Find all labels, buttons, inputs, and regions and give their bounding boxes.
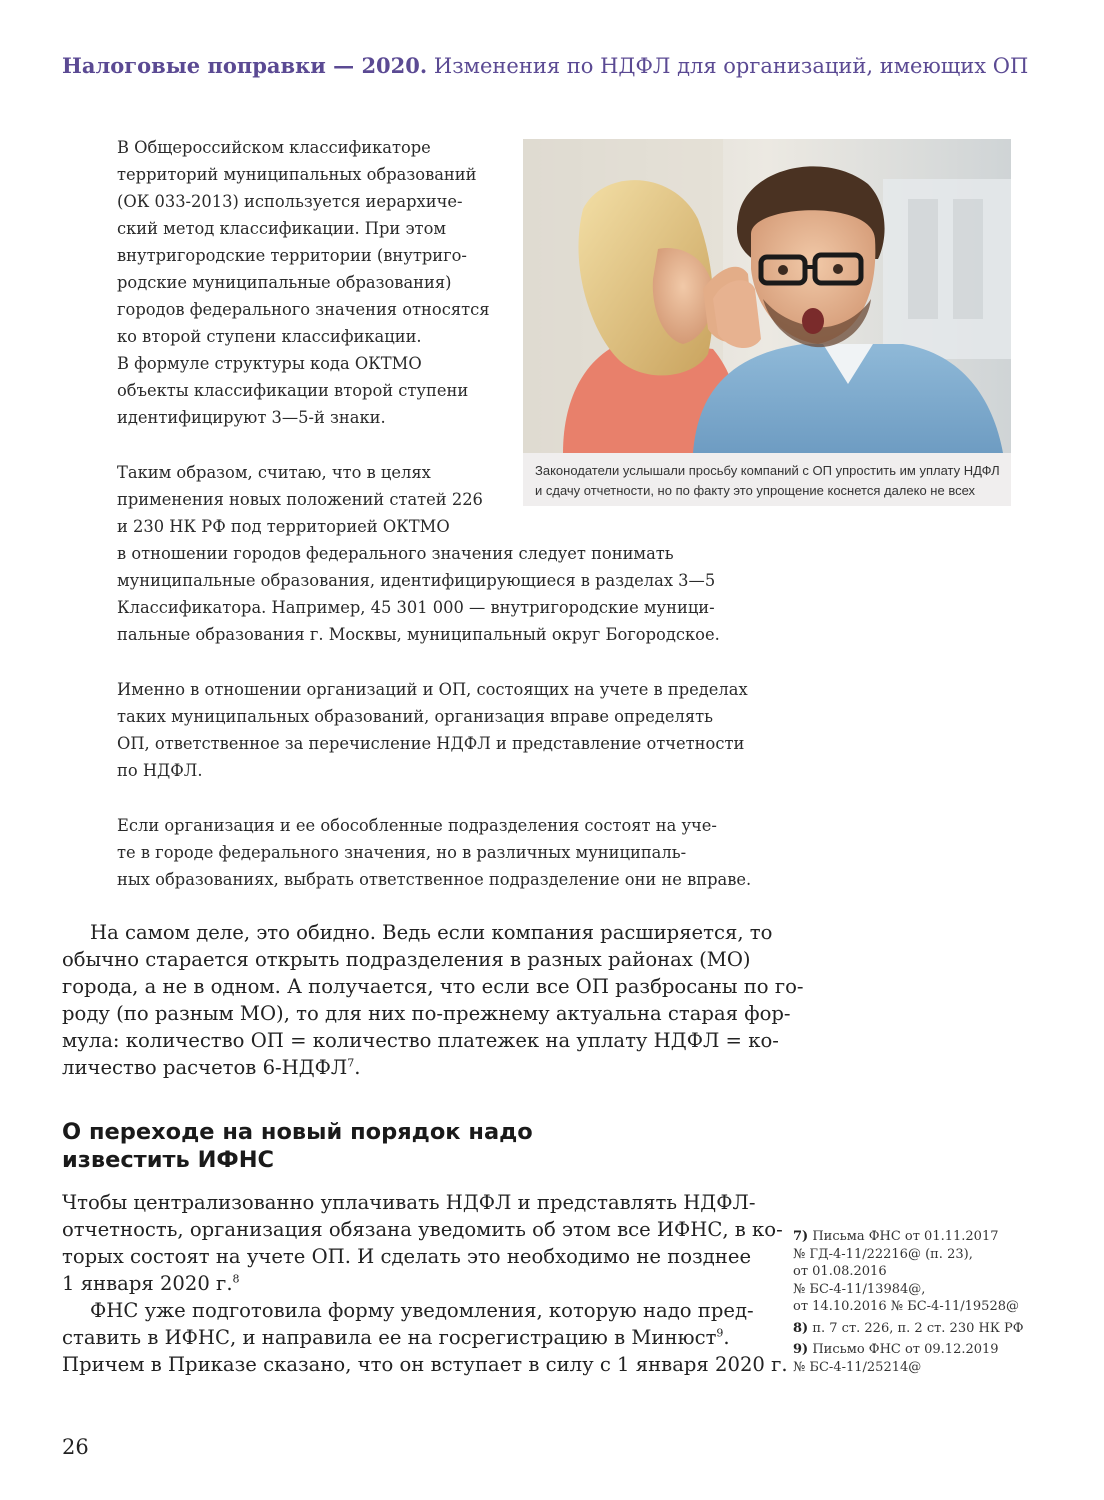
- quote-paragraph-1: [117, 134, 490, 431]
- text-line: ский метод классификации. При этом: [117, 219, 447, 238]
- quote-paragraph-3: [117, 676, 748, 784]
- text-line: муниципальные образования, идентифицирующиеся в разделах 3—5: [117, 571, 716, 590]
- footnote-line: № БС-4-11/25214@: [793, 1359, 922, 1375]
- line-text: Письма ФНС от 01.11.2017: [812, 1229, 999, 1244]
- text-line: пальные образования г. Москвы, муниципальный округ Богородское.: [117, 625, 720, 644]
- footnote-line: [793, 1228, 1073, 1246]
- line-text: 1 января 2020 г.: [62, 1272, 233, 1295]
- text-line: Таким образом, считаю, что в целях: [117, 463, 431, 482]
- header-title: Изменения по НДФЛ для организаций, имеющих ОП: [433, 54, 1029, 78]
- text-line: (ОК 033-2013) используется иерархиче-: [117, 192, 463, 211]
- text-line: города, а не в одном. А получается, что если все ОП разбросаны по го-: [62, 975, 804, 998]
- footnote-line: [793, 1320, 1073, 1338]
- text-line: те в городе федерального значения, но в различных муниципаль-: [117, 843, 687, 862]
- text-line: мула: количество ОП = количество платежек на уплату НДФЛ = ко-: [62, 1029, 779, 1052]
- section-heading: [62, 1118, 533, 1174]
- footnote-line: от 01.08.2016: [793, 1264, 887, 1279]
- footnote-7: [793, 1228, 1073, 1316]
- text-line: [62, 1270, 742, 1297]
- line-text: .: [354, 1056, 361, 1079]
- line-text: ставить в ИФНС, и направила ее на госрегистрацию в Минюст: [62, 1326, 717, 1349]
- caption-line: и сдачу отчетности, но по факту это упрощение коснется далеко не всех: [535, 483, 976, 498]
- article-photo: [523, 139, 1011, 453]
- line-text: На самом деле, это обидно. Ведь если компания расширяется, то: [90, 921, 773, 944]
- text-line: В формуле структуры кода ОКТМО: [117, 354, 422, 373]
- text-line: городов федерального значения относятся: [117, 300, 490, 319]
- text-line: Именно в отношении организаций и ОП, состоящих на учете в пределах: [117, 680, 748, 699]
- footnote-ref-9: 9: [716, 1326, 724, 1340]
- text-line: [62, 1054, 742, 1081]
- text-line: Причем в Приказе сказано, что он вступает в силу с 1 января 2020 г.: [62, 1353, 788, 1376]
- footnote-ref-7: 7: [347, 1056, 355, 1070]
- text-line: Классификатора. Например, 45 301 000 — внутригородские муници-: [117, 598, 715, 617]
- text-line: и 230 НК РФ под территорией ОКТМО: [117, 517, 450, 536]
- footnote-line: [793, 1341, 1073, 1359]
- photo-caption: [523, 453, 1011, 506]
- text-line: ФНС уже подготовила форму уведомления, которую надо пред-: [90, 1299, 754, 1322]
- text-line: роду (по разным МО), то для них по-прежнему актуальна старая фор-: [62, 1002, 791, 1025]
- text-line: таких муниципальных образований, организация вправе определять: [117, 707, 713, 726]
- text-line: объекты классификации второй ступени: [117, 381, 469, 400]
- heading-line: О переходе на новый порядок надо: [62, 1119, 533, 1145]
- text-line: ко второй ступени классификации.: [117, 327, 422, 346]
- text-line: отчетность, организация обязана уведомить об этом все ИФНС, в ко-: [62, 1218, 783, 1241]
- footnote-number: 8): [793, 1320, 809, 1336]
- text-line: ных образованиях, выбрать ответственное подразделение они не вправе.: [117, 870, 752, 889]
- text-line: по НДФЛ.: [117, 761, 203, 780]
- running-header: [62, 52, 1062, 80]
- quote-paragraph-4: [117, 812, 751, 893]
- page-number: 26: [62, 1435, 89, 1459]
- text-line: родские муниципальные образования): [117, 273, 452, 292]
- footnotes: [793, 1228, 1073, 1380]
- header-section: Налоговые поправки — 2020.: [62, 53, 428, 78]
- text-line: [62, 919, 773, 946]
- line-text: личество расчетов 6-НДФЛ: [62, 1056, 348, 1079]
- body-paragraph-2: [62, 1189, 788, 1378]
- text-line: торых состоят на учете ОП. И сделать это необходимо не позднее: [62, 1245, 752, 1268]
- text-line: Чтобы централизованно уплачивать НДФЛ и представлять НДФЛ-: [62, 1191, 756, 1214]
- body-paragraph-1: [62, 919, 804, 1081]
- text-line: внутригородские территории (внутриго-: [117, 246, 467, 265]
- footnote-line: № ГД-4-11/22216@ (п. 23),: [793, 1246, 973, 1262]
- footnote-9: [793, 1341, 1073, 1376]
- text-line: идентифицируют 3—5-й знаки.: [117, 408, 386, 427]
- text-line: ОП, ответственное за перечисление НДФЛ и представление отчетности: [117, 734, 745, 753]
- text-line: применения новых положений статей 226: [117, 490, 483, 509]
- footnote-line: от 14.10.2016 № БС-4-11/19528@: [793, 1299, 1019, 1314]
- text-line: обычно старается открыть подразделения в разных районах (МО): [62, 948, 751, 971]
- line-text: .: [723, 1326, 730, 1349]
- line-text: п. 7 ст. 226, п. 2 ст. 230 НК РФ: [812, 1320, 1024, 1336]
- text-line: Если организация и ее обособленные подразделения состоят на уче-: [117, 816, 717, 835]
- heading-line: известить ИФНС: [62, 1147, 275, 1173]
- text-line: В Общероссийском классификаторе: [117, 138, 431, 157]
- line-text: Письмо ФНС от 09.12.2019: [812, 1342, 999, 1357]
- footnote-line: № БС-4-11/13984@,: [793, 1281, 926, 1297]
- text-line: в отношении городов федерального значения следует понимать: [117, 544, 674, 563]
- footnote-ref-8: 8: [232, 1272, 240, 1286]
- caption-line: Законодатели услышали просьбу компаний с ОП упростить им уплату НДФЛ: [535, 463, 1000, 478]
- text-line: [62, 1324, 742, 1351]
- text-line: территорий муниципальных образований: [117, 165, 477, 184]
- footnote-8: [793, 1320, 1073, 1338]
- footnote-number: 9): [793, 1342, 809, 1357]
- footnote-number: 7): [793, 1229, 809, 1244]
